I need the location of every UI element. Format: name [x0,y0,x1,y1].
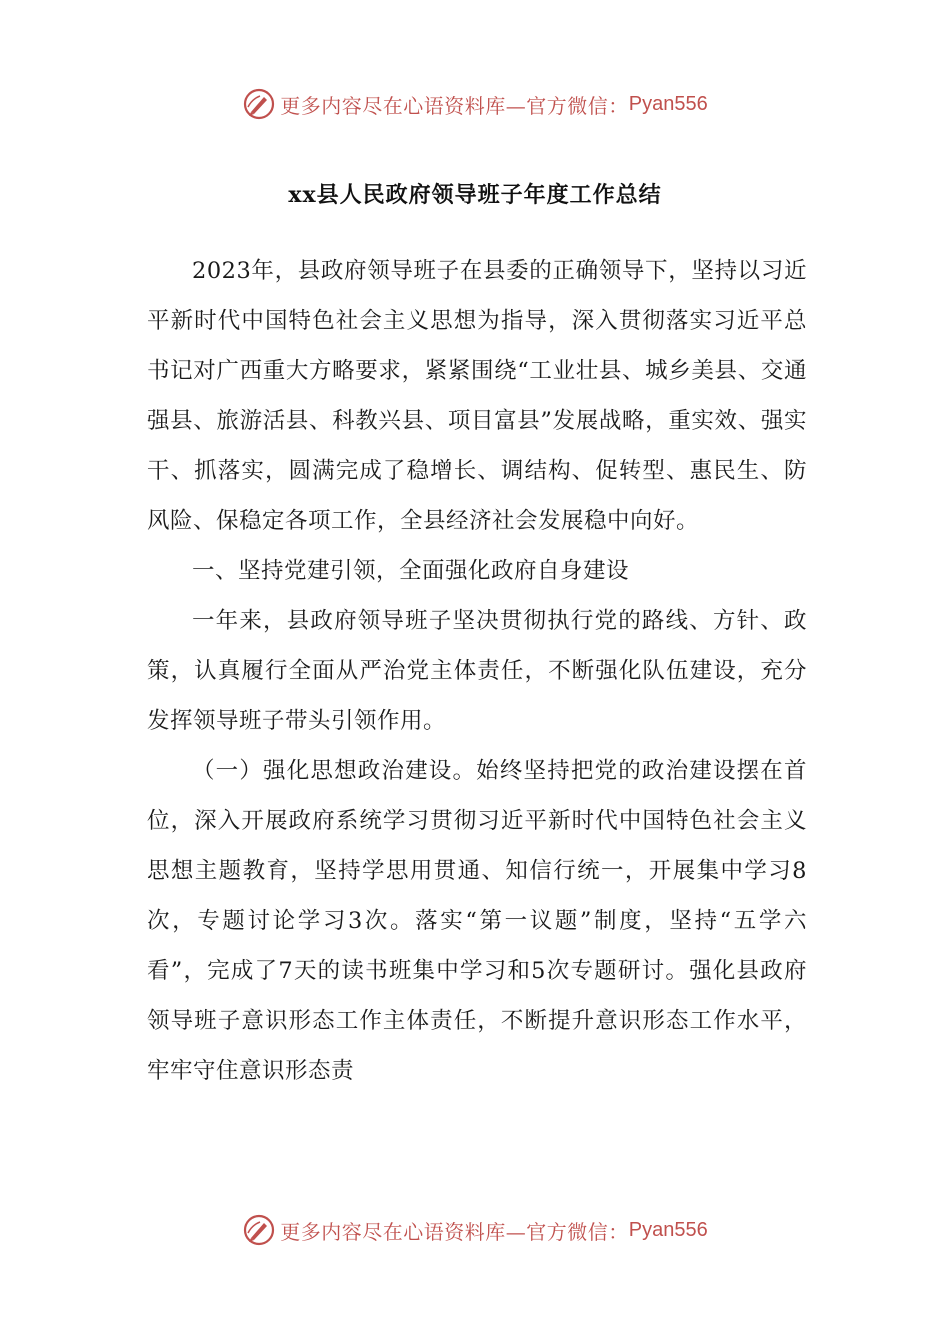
pen-logo-icon [242,87,276,121]
watermark-text: 更多内容尽在心语资料库—官方微信： [280,1219,629,1244]
watermark-text: 更多内容尽在心语资料库—官方微信： [280,93,629,118]
document-body [147,246,807,1096]
paragraph-subsection-1: （一）强化思想政治建设。始终坚持把党的政治建设摆在首位，深入开展政府系统学习贯彻习近平新时代中国特色社会主义思想主题教育，坚持学思用贯通、知信行统一，开展集中学习8次，专题讨论学习3次。落实“第一议题”制度，坚持“五学六看”，完成了7天的读书班集中学习和5次专题研讨。强化县政府领导班子意识形态工作主体责任，不断提升意识形态工作水平，牢牢守住意识形态责 [147,758,807,1084]
header-watermark [0,84,950,124]
pen-logo-icon [242,1213,276,1247]
watermark-wechat-id: Pyan556 [628,1218,708,1241]
footer-watermark [0,1210,950,1250]
section-heading-1: 一、坚持党建引领，全面强化政府自身建设 [192,558,630,584]
document-title: xx县人民政府领导班子年度工作总结 [288,182,662,208]
paragraph-section-1: 一年来，县政府领导班子坚决贯彻执行党的路线、方针、政策，认真履行全面从严治党主体责任，不断强化队伍建设，充分发挥领导班子带头引领作用。 [147,608,807,734]
watermark-wechat-id: Pyan556 [628,92,708,115]
paragraph-intro: 2023年，县政府领导班子在县委的正确领导下，坚持以习近平新时代中国特色社会主义思想为指导，深入贯彻落实习近平总书记对广西重大方略要求，紧紧围绕“工业壮县、城乡美县、交通强县、旅游活县、科教兴县、项目富县”发展战略，重实效、强实干、抓落实，圆满完成了稳增长、调结构、促转型、惠民生、防风险、保稳定各项工作，全县经济社会发展稳中向好。 [147,258,807,534]
